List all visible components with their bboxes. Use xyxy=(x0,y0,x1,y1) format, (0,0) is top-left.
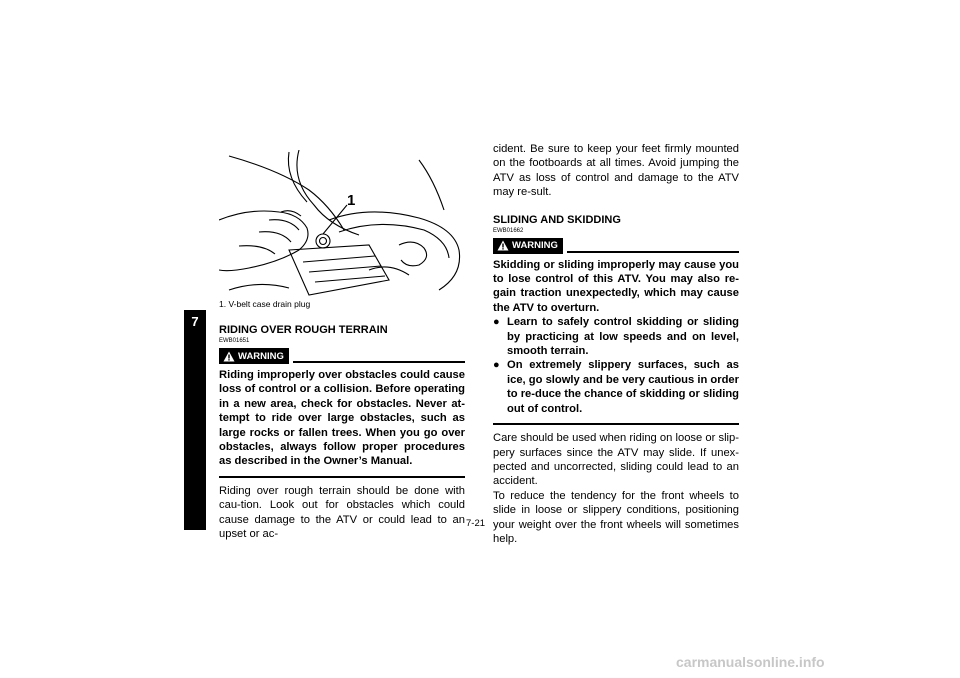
section-heading-sliding: SLIDING AND SKIDDING xyxy=(493,213,621,226)
warning-bullets xyxy=(493,315,739,416)
page-number: 7-21 xyxy=(466,518,486,529)
warning-code: EWB01651 xyxy=(219,338,250,344)
body-paragraph: Care should be used when riding on loose or slip-pery surfaces since the ATV may slide. If unex-pected and uncorrected, sliding could lead to an accident. xyxy=(493,432,739,488)
warning-triangle-icon xyxy=(223,351,235,362)
warning-text: Riding improperly over obstacles could cause loss of control or a collision. Before operating in a new area, check for obstacles. Never at-tempt to ride over large obstacles, such as large rocks or fallen trees. When you go over obstacles, always follow proper procedures as described in the Owner’s Manual. xyxy=(219,369,465,468)
warning-code: EWB01662 xyxy=(493,227,524,234)
warning-badge xyxy=(219,348,289,364)
bullet-dot-icon: ● xyxy=(493,316,500,329)
illustration-v-belt-drain-plug xyxy=(219,150,465,300)
warning-header xyxy=(493,236,739,254)
warning-end-rule xyxy=(219,476,465,478)
bullet-text: Learn to safely control skidding or sliding by practicing at low speeds and on level, smooth terrain. xyxy=(507,316,739,358)
atv-engine-illustration xyxy=(219,150,465,300)
warning-text: Skidding or sliding improperly may cause you to lose control of this ATV. You may also re-gain traction unexpectedly, which may cause the ATV to overturn. xyxy=(493,258,739,314)
warning-divider xyxy=(567,251,739,253)
warning-badge xyxy=(493,238,563,254)
body-paragraph: Riding over rough terrain should be done with cau-tion. Look out for obstacles which could cause damage to the ATV or could lead to an upset or ac- xyxy=(219,484,465,541)
callout-number: 1 xyxy=(347,192,356,209)
warning-triangle-icon xyxy=(497,240,509,251)
bullet-text: On extremely slippery surfaces, such as ice, go slowly and be very cautious in order to re-duce the chance of skidding or sliding out of control. xyxy=(507,359,739,415)
section-heading-rough-terrain: RIDING OVER ROUGH TERRAIN xyxy=(219,324,388,336)
bullet-item xyxy=(493,358,739,416)
left-column xyxy=(219,324,465,541)
warning-end-rule xyxy=(493,423,739,425)
chapter-tab: 7 xyxy=(184,310,206,530)
figure-caption: 1. V-belt case drain plug xyxy=(219,299,311,309)
bullet-item xyxy=(493,315,739,358)
warning-label: WARNING xyxy=(512,240,558,252)
continued-paragraph: cident. Be sure to keep your feet firmly mounted on the footboards at all times. Avoid jumping the ATV as loss of control and damage to the ATV may re-sult. xyxy=(493,143,739,199)
warning-divider xyxy=(293,361,465,363)
right-column xyxy=(493,142,739,546)
warning-label: WARNING xyxy=(238,350,284,362)
body-paragraph: To reduce the tendency for the front wheels to slide in loose or slippery conditions, positioning your weight over the front wheels will sometimes help. xyxy=(493,489,739,545)
bullet-dot-icon: ● xyxy=(493,359,500,372)
watermark: carmanualsonline.info xyxy=(676,654,825,670)
warning-header xyxy=(219,346,465,364)
